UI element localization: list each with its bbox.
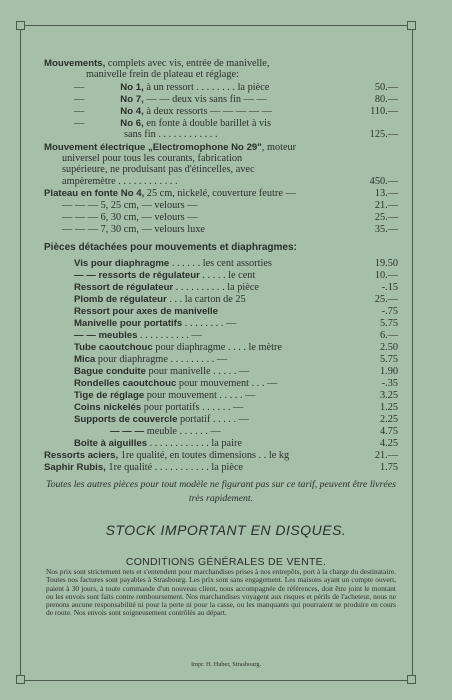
corner-ornament	[407, 675, 416, 684]
piece-row: Bague conduite pour manivelle . . . . . —	[74, 366, 250, 377]
mouvement-row: — No 4, à deux ressorts — — — — —	[74, 106, 272, 117]
price: 19.50	[374, 258, 398, 269]
corner-ornament	[16, 21, 25, 30]
electrique-line-1: Mouvement électrique „Electromophone No 29", moteur	[44, 142, 297, 153]
price: 450.—	[369, 176, 398, 187]
mouvement-row: — No 6, en fonte à double barillet à vis	[74, 118, 272, 129]
price: 5.75	[379, 318, 398, 329]
piece-row: Tige de réglage pour mouvement . . . . . —	[74, 390, 256, 401]
plateau-row: — — — 7, 30 cm, — velours luxe	[62, 224, 205, 235]
mouvement-row-cont: sans fin . . . . . . . . . . . .	[124, 129, 218, 140]
electrique-heading: Mouvement électrique „Electromophone No 29"	[44, 142, 262, 153]
conditions-title: CONDITIONS GÉNÉRALES DE VENTE.	[125, 556, 327, 568]
corner-ornament	[16, 675, 25, 684]
price: 50.—	[374, 82, 398, 93]
conditions-text: Nos prix sont strictement nets et s'entendent pour marchandises prises à nos entrepôts, port à la charge du destinataire. Toutes nos factures sont payables à Strasbourg. Les prix sont sans engagement. Les maisons ayant un compte ouvert, paient à 30 jours, à toute commande d'un nouveau client, nous accompagnée de références, doit être joint le montant ou les envois sont faits contre remboursement. Nos marchandises voyagent aux risques et périls de l'acheteur, nous ne prenons aucune responsabilité ni pour la perte ni pour la casse, ou les manquants qui pourraient se produire en cours de route. Nos envois sont soigneusement contrôlés au départ.	[46, 567, 396, 618]
piece-row: Ressort pour axes de manivelle	[74, 306, 218, 317]
price: 2.25	[379, 414, 398, 425]
piece-row: — — — meuble . . . . . . —	[110, 426, 221, 437]
availability-note: Toutes les autres pièces pour tout modèle ne figurant pas sur ce tarif, peuvent être livrées très rapidement.	[46, 479, 396, 504]
price: 5.75	[379, 354, 398, 365]
printer-credit: Impr. H. Huber, Strasbourg.	[190, 661, 262, 668]
piece-row: — — ressorts de régulateur . . . . . le cent	[74, 270, 256, 281]
price: 110.—	[370, 106, 398, 117]
price: 10.—	[374, 270, 398, 281]
piece-row: — — meubles . . . . . . . . . . —	[74, 330, 202, 341]
mouvements-intro-1: Mouvements, complets avec vis, entrée de manivelle,	[44, 58, 270, 69]
price: 3.25	[379, 390, 398, 401]
price: 80.—	[374, 94, 398, 105]
price: 25.—	[374, 212, 398, 223]
piece-row: Coins nickelés pour portatifs . . . . . . —	[74, 402, 244, 413]
pieces-heading: Pièces détachées pour mouvements et diaphragmes:	[44, 242, 297, 253]
piece-row: Plomb de régulateur . . . la carton de 25	[74, 294, 246, 305]
ressorts-row: Ressorts aciers, 1re qualité, en toutes dimensions . . le kg	[44, 450, 290, 461]
piece-row: Tube caoutchouc pour diaphragme . . . . le mètre	[74, 342, 282, 353]
price: 13.—	[374, 188, 398, 199]
stock-heading: STOCK IMPORTANT EN DISQUES.	[105, 522, 347, 538]
price: 4.75	[379, 426, 398, 437]
plateau-heading: Plateau en fonte No 4,	[44, 188, 145, 199]
price: 2.50	[379, 342, 398, 353]
mouvements-intro-2: manivelle frein de plateau et réglage:	[86, 69, 239, 80]
piece-row: Boîte à aiguilles . . . . . . . . . . . . la paire	[74, 438, 242, 449]
price: 1.75	[379, 462, 398, 473]
corner-ornament	[407, 21, 416, 30]
price: 4.25	[379, 438, 398, 449]
piece-row: Vis pour diaphragme . . . . . . les cent assorties	[74, 258, 272, 269]
mouvement-row: — No 7, — — deux vis sans fin — —	[74, 94, 267, 105]
plateau-row: — — — 6, 30 cm, — velours —	[62, 212, 198, 223]
piece-row: Ressort de régulateur . . . . . . . . . . la pièce	[74, 282, 259, 293]
electrique-line-4: ampèremètre . . . . . . . . . . . .	[62, 176, 178, 187]
price: -.75	[381, 306, 398, 317]
price: 1.25	[379, 402, 398, 413]
piece-row: Rondelles caoutchouc pour mouvement . . . —	[74, 378, 278, 389]
price: 21.—	[374, 450, 398, 461]
electrique-line-3: supérieure, ne produisant pas d'étincelles, avec	[62, 164, 255, 175]
price: 35.—	[374, 224, 398, 235]
piece-row: Mica pour diaphragme . . . . . . . . . —	[74, 354, 228, 365]
piece-row: Supports de couvercle portatif . . . . . —	[74, 414, 249, 425]
electrique-line-2: universel pour tous les courants, fabrication	[62, 153, 243, 164]
plateau-line-1: Plateau en fonte No 4, 25 cm, nickelé, couverture feutre —	[44, 188, 296, 199]
saphir-row: Saphir Rubis, 1re qualité . . . . . . . . . . . la pièce	[44, 462, 244, 473]
price: 125.—	[369, 129, 398, 140]
price: 1.90	[379, 366, 398, 377]
price: -.15	[381, 282, 398, 293]
mouvement-row: — No 1, à un ressort . . . . . . . . la pièce	[74, 82, 270, 93]
piece-row: Manivelle pour portatifs . . . . . . . . —	[74, 318, 237, 329]
price: 25.—	[374, 294, 398, 305]
price: 21.—	[374, 200, 398, 211]
plateau-row: — — — 5, 25 cm, — velours —	[62, 200, 198, 211]
mouvements-heading: Mouvements,	[44, 58, 106, 69]
price: -.35	[381, 378, 398, 389]
price: 6.—	[379, 330, 398, 341]
